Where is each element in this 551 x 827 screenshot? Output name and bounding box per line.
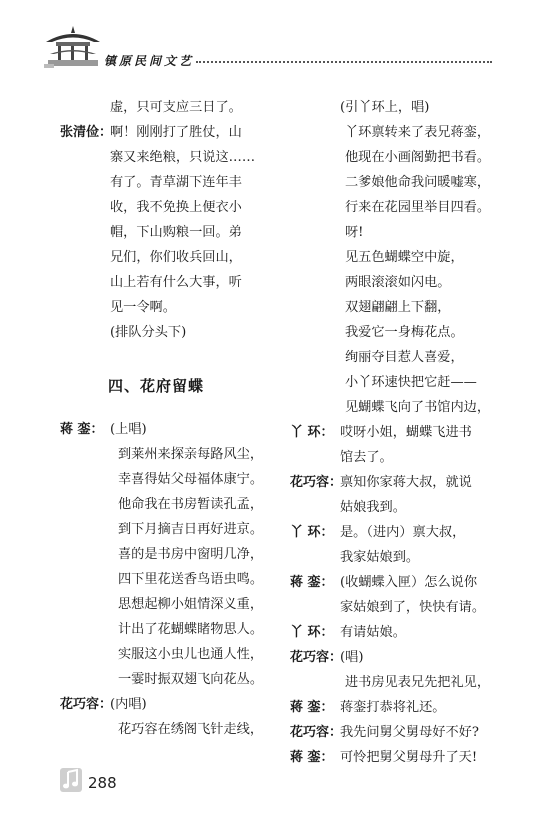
dialogue-text: 到下月摘吉日再好进京。 — [118, 522, 264, 537]
speaker-label: 张清俭： — [60, 125, 113, 140]
script-line — [290, 145, 490, 170]
script-line — [60, 442, 282, 467]
speaker-label: 花巧容： — [60, 697, 113, 712]
dialogue-text: 见一令啊。 — [110, 300, 176, 315]
script-line — [60, 145, 282, 170]
dialogue-text: 见五色蝴蝶空中旋， — [345, 250, 464, 265]
script-line — [60, 567, 282, 592]
speaker-label: 花巧容： — [290, 725, 343, 740]
dialogue-text: (唱) — [340, 650, 364, 665]
speaker-label: 丫 环： — [290, 525, 334, 540]
dialogue-text: 进书房见表兄先把礼见， — [345, 675, 491, 690]
dialogue-text: 我先问舅父舅母好不好? — [340, 725, 479, 740]
dialogue-text: 寨又来绝粮，只说这…… — [110, 150, 256, 165]
dialogue-text: 馆去了。 — [340, 450, 393, 465]
speaker-label: 蒋 銮： — [290, 575, 334, 590]
script-line — [60, 295, 282, 320]
dialogue-text: (内唱) — [110, 697, 147, 712]
page-number: 288 — [88, 774, 117, 792]
speaker-label: 丫 环： — [290, 625, 334, 640]
dialogue-text: 哎呀小姐，蝴蝶飞进书 — [340, 425, 472, 440]
script-line — [290, 370, 490, 395]
script-line — [290, 720, 490, 745]
dialogue-text: 花巧容在绣阁飞针走线， — [118, 722, 264, 737]
dialogue-text: 实服这小虫儿也通人性， — [118, 647, 264, 662]
dialogue-text: 呀! — [345, 225, 364, 240]
script-line — [60, 270, 282, 295]
script-line — [290, 645, 490, 670]
script-line — [290, 595, 490, 620]
dialogue-text: 绚丽夺目惹人喜爱， — [345, 350, 464, 365]
dialogue-text: 家姑娘到了，快快有请。 — [340, 600, 486, 615]
script-line — [60, 517, 282, 542]
dialogue-text: 可怜把舅父舅母升了天! — [340, 750, 478, 765]
dialogue-text: (收蝴蝶入匣）怎么说你 — [340, 575, 478, 590]
dialogue-text: 有请姑娘。 — [340, 625, 406, 640]
script-line — [60, 617, 282, 642]
script-line — [60, 320, 282, 345]
dialogue-text: 姑娘我到。 — [340, 500, 406, 515]
dialogue-text: 禀知你家蒋大叔，就说 — [340, 475, 472, 490]
dialogue-text: 喜的是书房中窗明几净， — [118, 547, 264, 562]
music-note-icon — [60, 768, 82, 792]
script-line — [60, 492, 282, 517]
script-line — [290, 270, 490, 295]
dialogue-text: 蒋銮打恭将礼还。 — [340, 700, 446, 715]
dialogue-text: 思想起柳小姐情深义重， — [118, 597, 264, 612]
dialogue-text: 帽，下山购粮一回。弟 — [110, 225, 242, 240]
dialogue-text: 计出了花蝴蝶睹物思人。 — [118, 622, 264, 637]
dialogue-text: 我爱它一身梅花点。 — [345, 325, 464, 340]
script-line — [290, 545, 490, 570]
script-line — [60, 170, 282, 195]
dialogue-text: 啊！刚刚打了胜仗，山 — [110, 125, 242, 140]
right-column — [290, 95, 490, 770]
script-line — [60, 120, 282, 145]
script-line — [60, 417, 282, 442]
dialogue-text: 幸喜得姑父母福体康宁。 — [118, 472, 264, 487]
speaker-label: 花巧容： — [290, 650, 343, 665]
script-line — [290, 320, 490, 345]
dialogue-text: (排队分头下) — [110, 325, 187, 340]
script-line — [290, 345, 490, 370]
dialogue-text: 小丫环速快把它赶—— — [345, 375, 477, 390]
script-line — [290, 245, 490, 270]
script-line — [290, 445, 490, 470]
script-line — [290, 495, 490, 520]
dialogue-text: (引丫环上，唱) — [340, 100, 430, 115]
dialogue-text: 山上若有什么大事，听 — [110, 275, 242, 290]
script-line — [290, 620, 490, 645]
section-heading: 四、花府留蝶 — [108, 377, 205, 395]
speaker-label: 花巧容： — [290, 475, 343, 490]
dialogue-text: 他命我在书房暂读孔孟， — [118, 497, 264, 512]
script-line — [60, 467, 282, 492]
dialogue-text: 行来在花园里举目四看。 — [345, 200, 491, 215]
script-line — [60, 220, 282, 245]
dialogue-text: 四下里花送香鸟语虫鸣。 — [118, 572, 264, 587]
dialogue-text: 有了。青草湖下连年丰 — [110, 175, 242, 190]
dialogue-text: 见蝴蝶飞向了书馆内边， — [345, 400, 491, 415]
script-line — [60, 692, 282, 717]
dialogue-text: 是。（进内）禀大叔， — [340, 525, 466, 540]
dialogue-text: 到莱州来探亲每路风尘， — [118, 447, 264, 462]
dialogue-text: 两眼滚滚如闪电。 — [345, 275, 451, 290]
script-line — [290, 395, 490, 420]
script-line — [290, 570, 490, 595]
script-line — [60, 542, 282, 567]
script-line — [290, 420, 490, 445]
header-rule — [196, 61, 492, 63]
script-line — [290, 95, 490, 120]
script-line — [290, 295, 490, 320]
dialogue-text: 二爹娘他命我问暖嘘寒， — [345, 175, 491, 190]
dialogue-text: 兄们，你们收兵回山， — [110, 250, 242, 265]
script-line — [290, 120, 490, 145]
speaker-label: 蒋 銮： — [290, 750, 334, 765]
script-line — [290, 170, 490, 195]
pavilion-icon — [44, 24, 102, 68]
page-header — [0, 0, 551, 80]
script-line — [290, 195, 490, 220]
script-line — [60, 592, 282, 617]
script-line — [290, 745, 490, 770]
script-line — [60, 717, 282, 742]
speaker-label: 蒋 銮： — [290, 700, 334, 715]
dialogue-text: 一霎时振双翅飞向花丛。 — [118, 672, 264, 687]
dialogue-text: 收，我不免换上便衣小 — [110, 200, 242, 215]
speaker-label: 丫 环： — [290, 425, 334, 440]
script-line — [290, 695, 490, 720]
script-line — [290, 220, 490, 245]
script-line — [60, 642, 282, 667]
speaker-label: 蒋 銮： — [60, 422, 104, 437]
dialogue-text: 虚，只可支应三日了。 — [110, 100, 242, 115]
script-line — [60, 667, 282, 692]
dialogue-text: 他现在小画阁勤把书看。 — [345, 150, 491, 165]
script-line — [290, 470, 490, 495]
dialogue-text: 双翅翩翩上下翻， — [345, 300, 451, 315]
dialogue-text: (上唱) — [110, 422, 147, 437]
script-line — [60, 95, 282, 120]
script-line — [60, 195, 282, 220]
script-line — [290, 670, 490, 695]
left-column — [60, 95, 282, 742]
dialogue-text: 丫环禀转来了表兄蒋銮， — [345, 125, 491, 140]
dialogue-text: 我家姑娘到。 — [340, 550, 420, 565]
script-line — [60, 245, 282, 270]
header-title: 镇原民间文艺 — [104, 54, 195, 68]
script-line — [290, 520, 490, 545]
